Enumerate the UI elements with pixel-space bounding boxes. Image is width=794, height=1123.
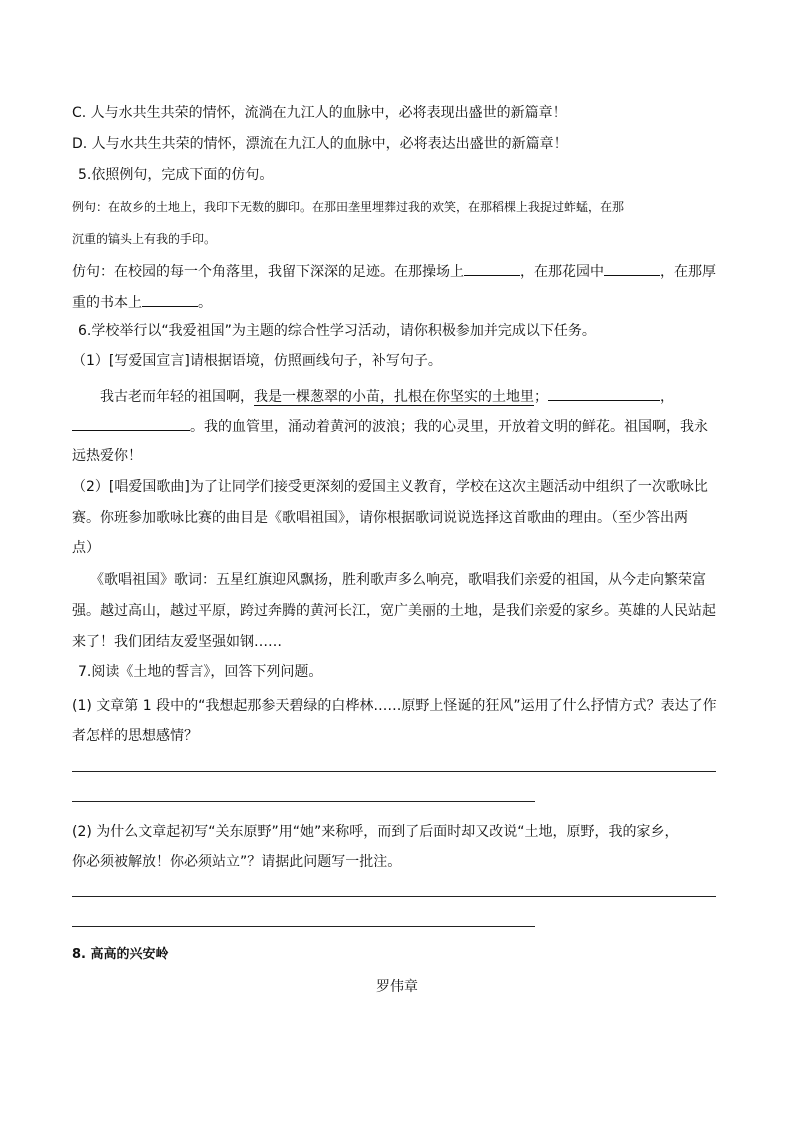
q7-sub1-line2: 者怎样的思想感情？ bbox=[72, 728, 198, 744]
q6-lyrics-line2: 强。越过高山，越过平原，跨过奔腾的黄河长江，宽广美丽的土地，是我们亲爱的家乡。英雄的人民站起 bbox=[72, 603, 716, 619]
q5-imitation-text-c: ，在那厚 bbox=[660, 264, 716, 280]
answer-line[interactable] bbox=[72, 896, 716, 897]
q6-lyrics-line1: 《歌唱祖国》歌词：五星红旗迎风飘扬，胜利歌声多么响亮，歌唱我们亲爱的祖国，从今走向繁荣富 bbox=[90, 572, 706, 588]
q6-sub2-line1: （2）[唱爱国歌曲]为了让同学们接受更深刻的爱国主义教育，学校在这次主题活动中组织了一次歌咏比 bbox=[72, 479, 708, 495]
answer-line[interactable] bbox=[72, 771, 716, 772]
q5-imitation-line2 bbox=[72, 292, 212, 312]
q5-example-line1: 例句：在故乡的土地上，我印下无数的脚印。在那田垄里埋葬过我的欢笑，在那稻棵上我捉过蚱蜢，在那 bbox=[72, 200, 625, 214]
q5-imitation-text-a: 仿句：在校园的每一个角落里，我留下深深的足迹。在那操场上 bbox=[72, 264, 464, 280]
q6-underlined-sentence: 我是一棵葱翠的小苗，扎根在你坚实的土地里 bbox=[254, 389, 534, 405]
q7-title: 7.阅读《土地的誓言》，回答下列问题。 bbox=[78, 664, 323, 680]
q7-sub1-line1: (1) 文章第 1 段中的“我想起那参天碧绿的白桦林……原野上怪诞的狂风”运用了什么抒情方式？表达了作 bbox=[72, 698, 717, 714]
q6-declaration-line2 bbox=[72, 416, 708, 436]
q6-lyrics-line3: 来了！我们团结友爱坚强如钢…… bbox=[72, 634, 282, 650]
q6-declaration-text-a: 我古老而年轻的祖国啊， bbox=[100, 389, 254, 405]
option-c: C. 人与水共生共荣的情怀，流淌在九江人的血脉中，必将表现出盛世的新篇章！ bbox=[72, 105, 567, 121]
q6-declaration-text-c: ， bbox=[660, 389, 674, 405]
q8-author: 罗伟章 bbox=[376, 979, 418, 995]
q6-sub2-line3: 点） bbox=[72, 540, 100, 556]
answer-line[interactable] bbox=[72, 801, 535, 802]
q5-imitation-text-e: 。 bbox=[198, 295, 212, 311]
q6-declaration-line3: 远热爱你！ bbox=[72, 448, 142, 464]
q5-imitation-line1 bbox=[72, 261, 716, 281]
q6-declaration-line1 bbox=[100, 386, 674, 406]
q6-declaration-text-b: ； bbox=[534, 389, 548, 405]
q7-sub2-line2: 你必须被解放！你必须站立”？请据此问题写一批注。 bbox=[72, 854, 402, 870]
answer-blank[interactable] bbox=[548, 386, 660, 401]
answer-line[interactable] bbox=[72, 926, 535, 927]
answer-blank[interactable] bbox=[142, 292, 198, 307]
q6-title: 6.学校举行以“我爱祖国”为主题的综合性学习活动，请你积极参加并完成以下任务。 bbox=[78, 323, 596, 339]
q6-sub2-line2: 赛。你班参加歌咏比赛的曲目是《歌唱祖国》，请你根据歌词说说选择这首歌曲的理由。（至少答出两 bbox=[72, 510, 688, 526]
q6-sub1-title: （1）[写爱国宣言]请根据语境，仿照画线句子，补写句子。 bbox=[72, 353, 442, 369]
q5-example-line2: 沉重的镐头上有我的手印。 bbox=[72, 232, 217, 246]
q5-title: 5.依照例句，完成下面的仿句。 bbox=[78, 167, 274, 183]
q8-title: 8. 高高的兴安岭 bbox=[72, 947, 169, 962]
q6-declaration-text-d: 。我的血管里，涌动着黄河的波浪；我的心灵里，开放着文明的鲜花。祖国啊，我永 bbox=[190, 419, 708, 435]
option-d: D. 人与水共生共荣的情怀，漂流在九江人的血脉中，必将表达出盛世的新篇章！ bbox=[72, 136, 568, 152]
q5-imitation-text-d: 重的书本上 bbox=[72, 295, 142, 311]
answer-blank[interactable] bbox=[604, 261, 660, 276]
answer-blank[interactable] bbox=[464, 261, 520, 276]
answer-blank[interactable] bbox=[72, 416, 190, 431]
q5-imitation-text-b: ，在那花园中 bbox=[520, 264, 604, 280]
q7-sub2-line1: (2) 为什么文章起初写“关东原野”用“她”来称呼，而到了后面时却又改说“土地，原野，我的家乡， bbox=[72, 824, 679, 840]
